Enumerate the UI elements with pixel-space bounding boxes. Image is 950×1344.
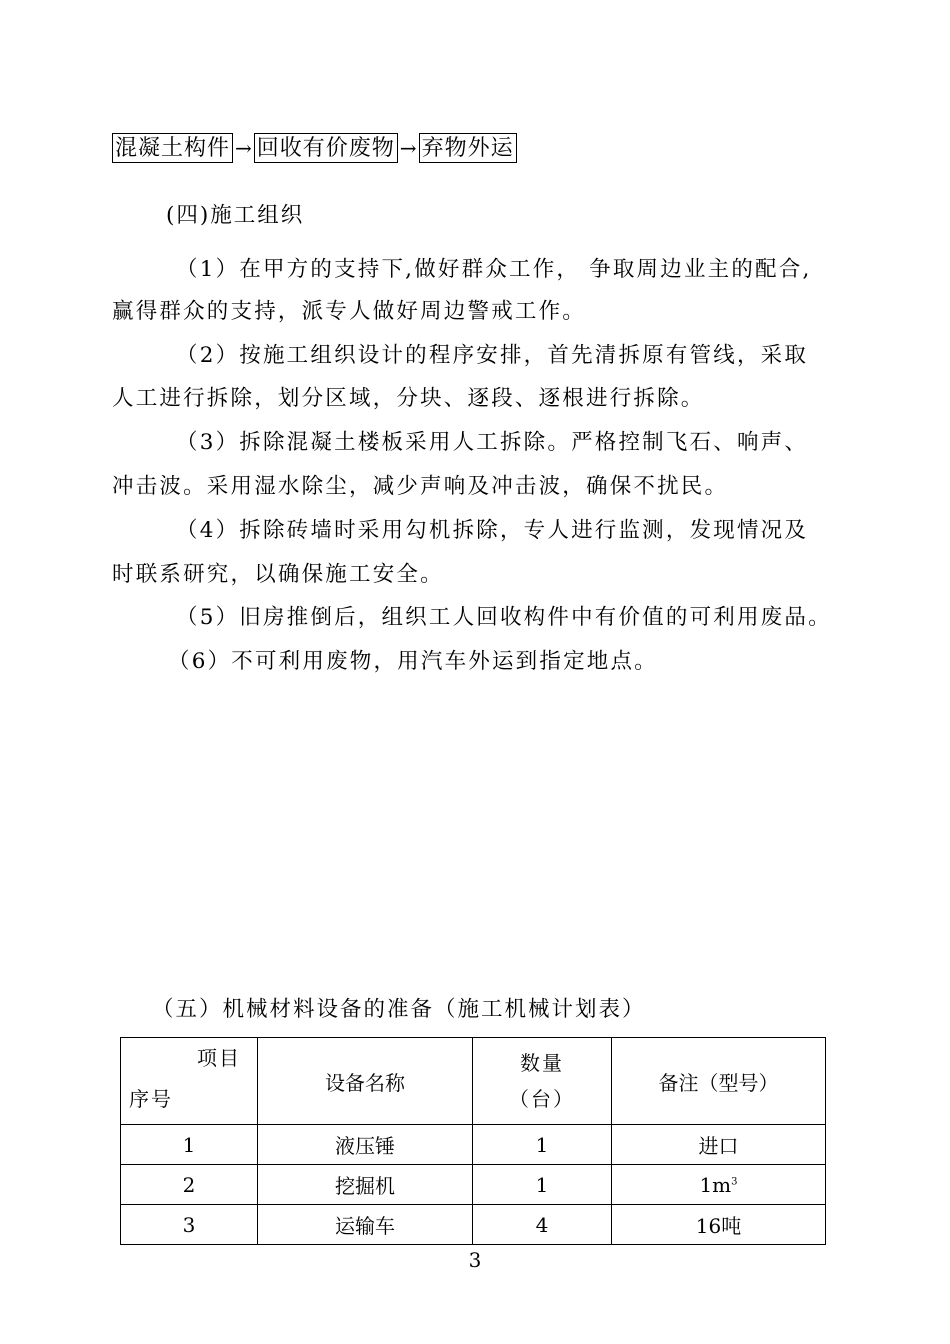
header-quantity-line1: 数量 [520,1051,564,1075]
paragraph-line: （2）按施工组织设计的程序安排，首先清拆原有管线，采取 [176,343,809,368]
paragraph-line: （6）不可利用废物，用汽车外运到指定地点。 [168,649,658,674]
cell-quantity: 4 [473,1205,612,1245]
paragraph-line: （4）拆除砖墙时采用勾机拆除，专人进行监测，发现情况及 [176,518,809,543]
cell-equipment-name: 挖掘机 [258,1165,473,1205]
paragraph-line: 时联系研究，以确保施工安全。 [112,562,444,587]
process-flow [112,131,517,165]
flow-step-recycle: 回收有价废物 [254,133,398,163]
cell-equipment-name: 运输车 [258,1205,473,1245]
header-number-label: 序号 [129,1087,173,1111]
paragraph-line: 人工进行拆除，划分区域，分块、逐段、逐根进行拆除。 [112,386,705,411]
cell-equipment-name: 液压锤 [258,1125,473,1165]
cell-number: 1 [121,1125,258,1165]
cell-note: 进口 [612,1125,826,1165]
table-row [121,1165,826,1205]
paragraph-line: （3）拆除混凝土楼板采用人工拆除。严格控制飞石、响声、 [176,430,809,455]
section-heading-equipment: （五）机械材料设备的准备（施工机械计划表） [152,997,646,1022]
cell-note: 16吨 [612,1205,826,1245]
table-row [121,1205,826,1245]
cell-note-text: 1m [699,1172,732,1197]
paragraph-line: 赢得群众的支持，派专人做好周边警戒工作。 [112,299,587,324]
cell-number: 3 [121,1205,258,1245]
equipment-table [120,1037,826,1245]
header-quantity-line2: （台） [509,1087,575,1111]
table-row [121,1125,826,1165]
paragraph-line: （1）在甲方的支持下,做好群众工作， 争取周边业主的配合, [176,257,812,282]
header-equipment-name: 设备名称 [258,1038,473,1125]
header-note: 备注（型号） [612,1038,826,1125]
cell-quantity: 1 [473,1125,612,1165]
header-quantity [473,1038,612,1125]
flow-step-haul: 弃物外运 [419,133,517,163]
flow-step-concrete: 混凝土构件 [112,133,233,163]
flow-arrow-icon: → [235,136,252,160]
table-header-row [121,1038,826,1125]
page-number: 3 [468,1248,482,1272]
cell-number: 2 [121,1165,258,1205]
flow-arrow-icon: → [399,136,417,160]
cell-quantity: 1 [473,1165,612,1205]
cell-note-superscript: 3 [731,1175,738,1187]
table-corner-header [121,1038,258,1125]
cell-note [612,1165,826,1205]
paragraph-line: （5）旧房推倒后，组织工人回收构件中有价值的可利用废品。 [176,605,832,630]
paragraph-line: 冲击波。采用湿水除尘，减少声响及冲击波，确保不扰民。 [112,474,729,499]
header-item-label: 项目 [197,1046,241,1070]
section-heading-construction-organization: (四)施工组织 [166,203,305,228]
